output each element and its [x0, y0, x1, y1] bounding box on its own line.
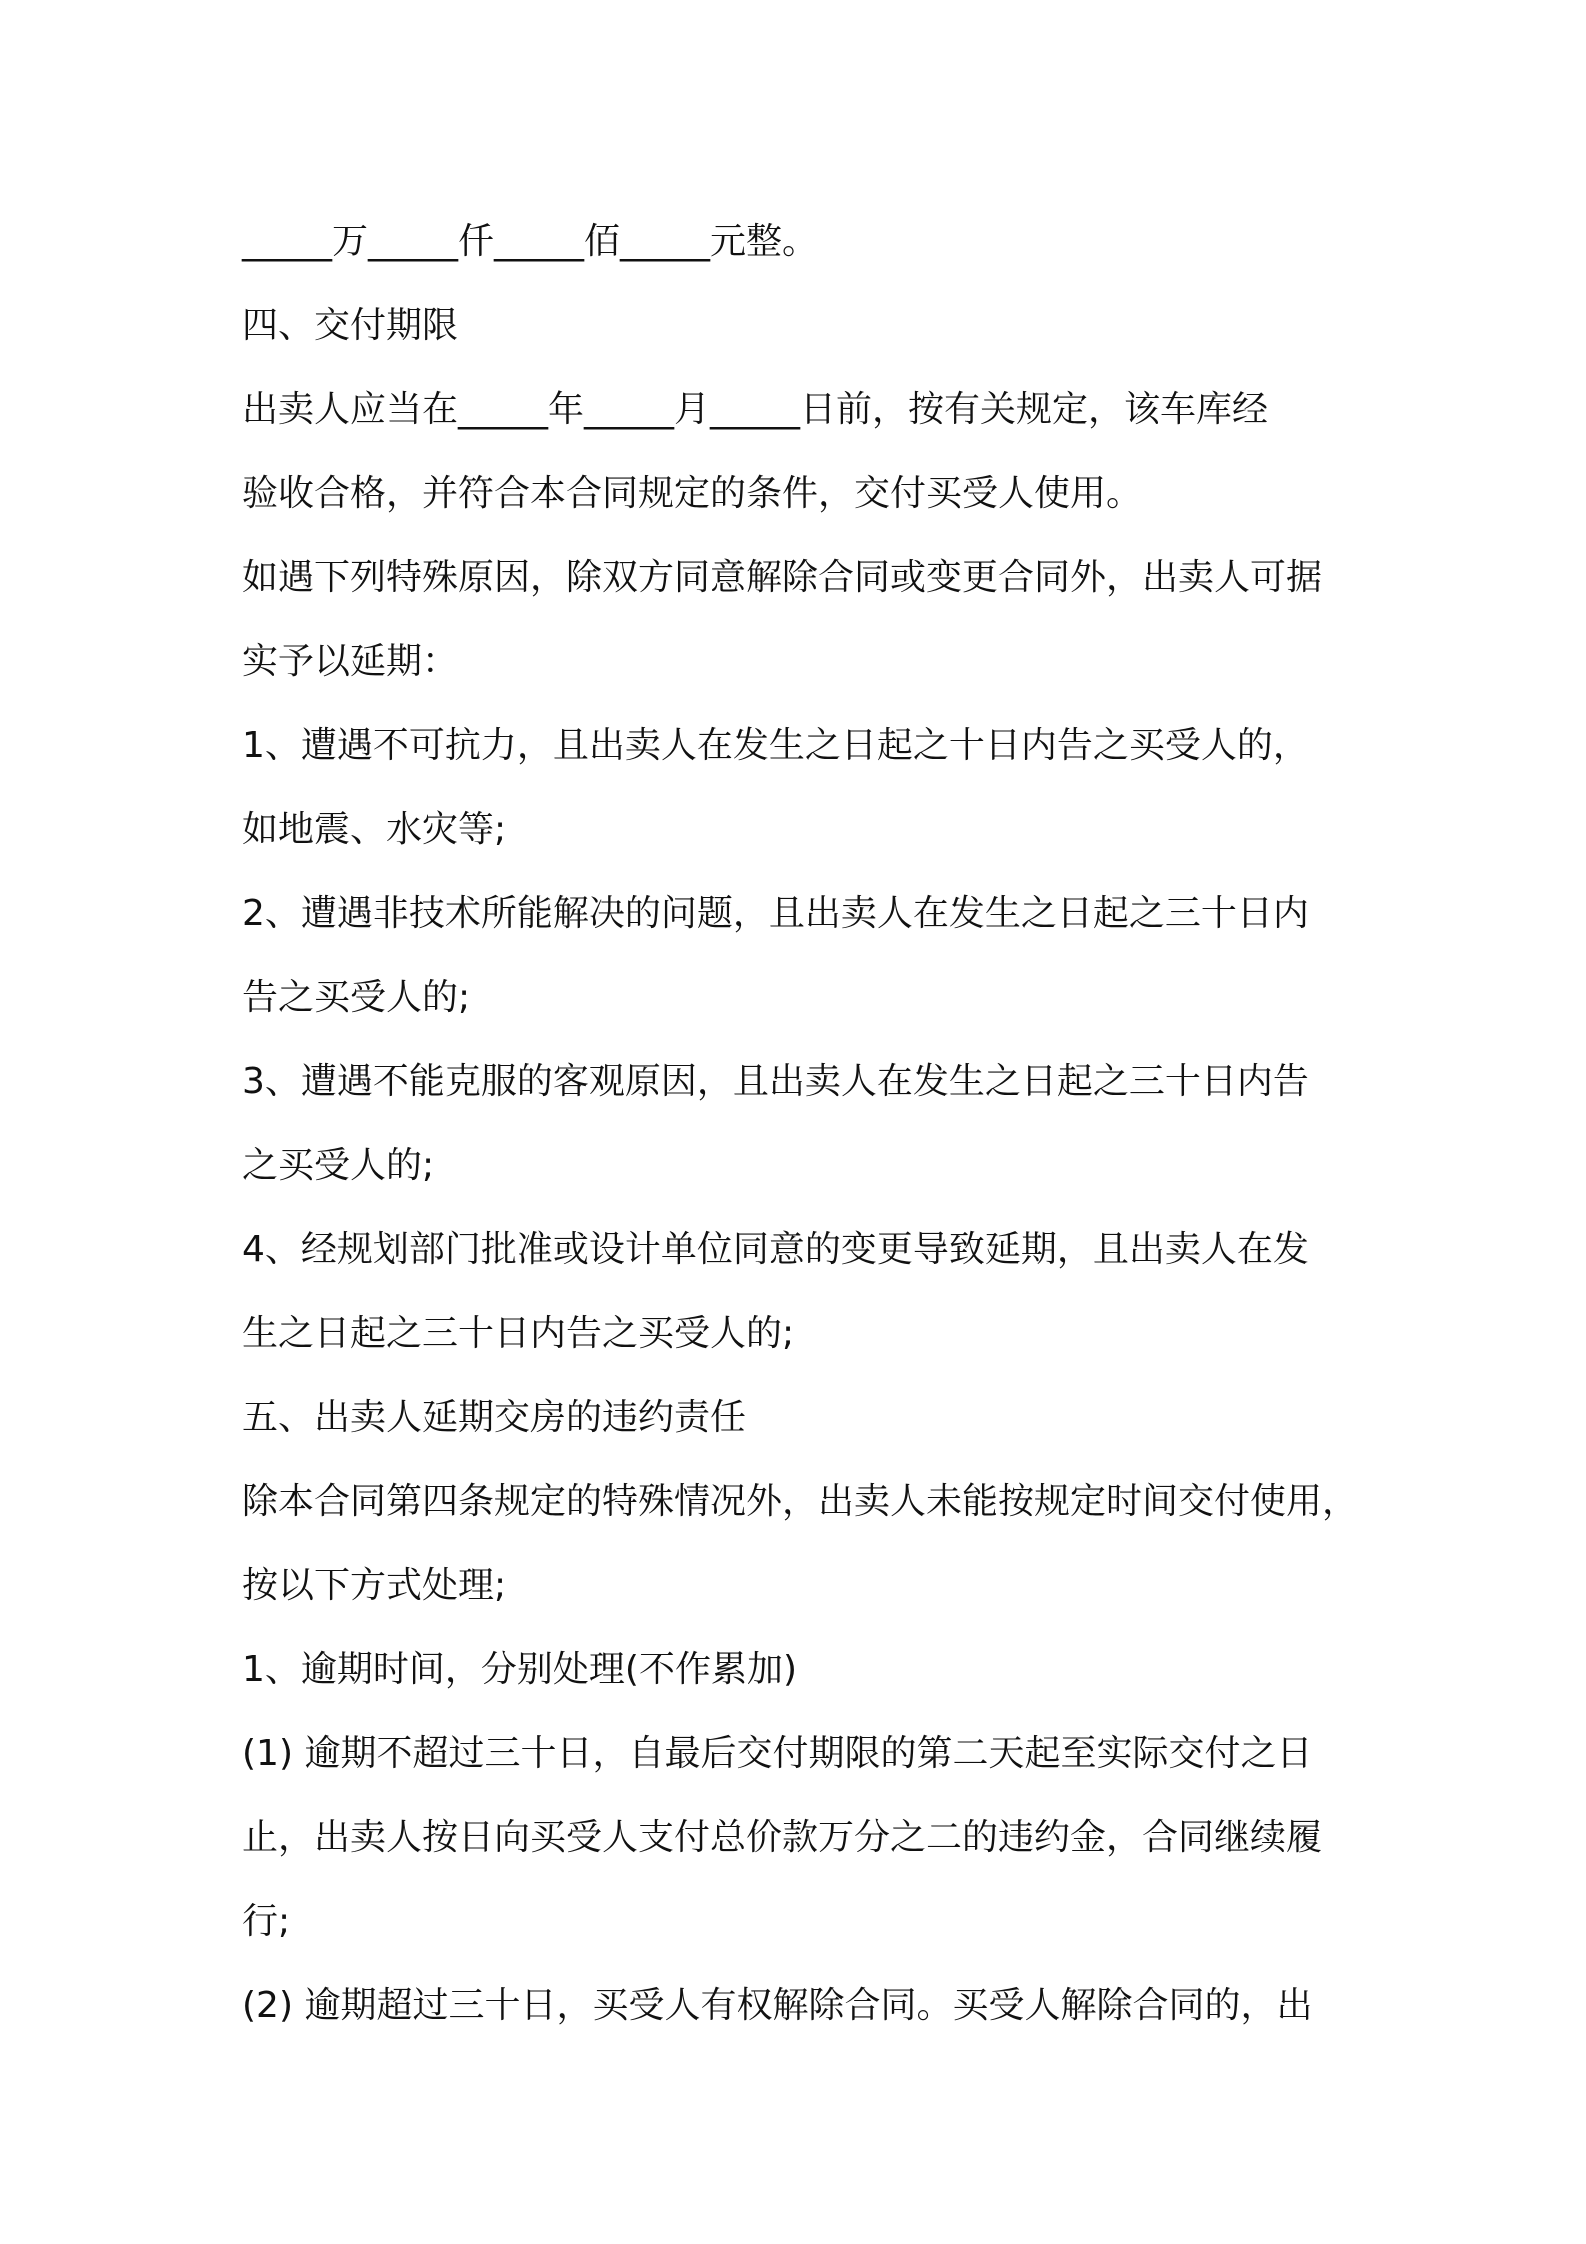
list-item-line: 4、经规划部门批准或设计单位同意的变更导致延期，且出卖人在发: [242, 1229, 1309, 1270]
list-item-line: 告之买受人的;: [242, 977, 471, 1018]
document-page: [242, 200, 1382, 2048]
sub-item-line: (1) 逾期不超过三十日，自最后交付期限的第二天起至实际交付之日: [242, 1733, 1313, 1774]
list-item-line: 生之日起之三十日内告之买受人的;: [242, 1313, 795, 1354]
section-heading-delivery-period: 四、交付期限: [242, 305, 459, 346]
list-item-line: 之买受人的;: [242, 1145, 435, 1186]
sub-item-line: 行;: [242, 1901, 291, 1942]
list-item-line: 如地震、水灾等;: [242, 809, 507, 850]
section-heading-breach-liability: 五、出卖人延期交房的违约责任: [242, 1397, 747, 1438]
amount-blank-line: _____万_____仟_____佰_____元整。: [242, 221, 819, 262]
list-item-line: 1、遭遇不可抗力，且出卖人在发生之日起之十日内告之买受人的，: [242, 725, 1309, 766]
sub-item-line: (2) 逾期超过三十日，买受人有权解除合同。买受人解除合同的，出: [242, 1985, 1313, 2026]
paragraph-line: 实予以延期：: [242, 641, 459, 682]
paragraph-line: 验收合格，并符合本合同规定的条件，交付买受人使用。: [242, 473, 1143, 514]
paragraph-line: 出卖人应当在_____年_____月_____日前，按有关规定，该车库经: [242, 389, 1269, 430]
list-item-line: 3、遭遇不能克服的客观原因，且出卖人在发生之日起之三十日内告: [242, 1061, 1309, 1102]
list-item-line: 1、逾期时间，分别处理(不作累加): [242, 1649, 797, 1690]
paragraph-line: 按以下方式处理;: [242, 1565, 507, 1606]
paragraph-line: 除本合同第四条规定的特殊情况外，出卖人未能按规定时间交付使用，: [242, 1481, 1359, 1522]
sub-item-line: 止，出卖人按日向买受人支付总价款万分之二的违约金，合同继续履: [242, 1817, 1323, 1858]
paragraph-line: 如遇下列特殊原因，除双方同意解除合同或变更合同外，出卖人可据: [242, 557, 1323, 598]
list-item-line: 2、遭遇非技术所能解决的问题，且出卖人在发生之日起之三十日内: [242, 893, 1309, 934]
